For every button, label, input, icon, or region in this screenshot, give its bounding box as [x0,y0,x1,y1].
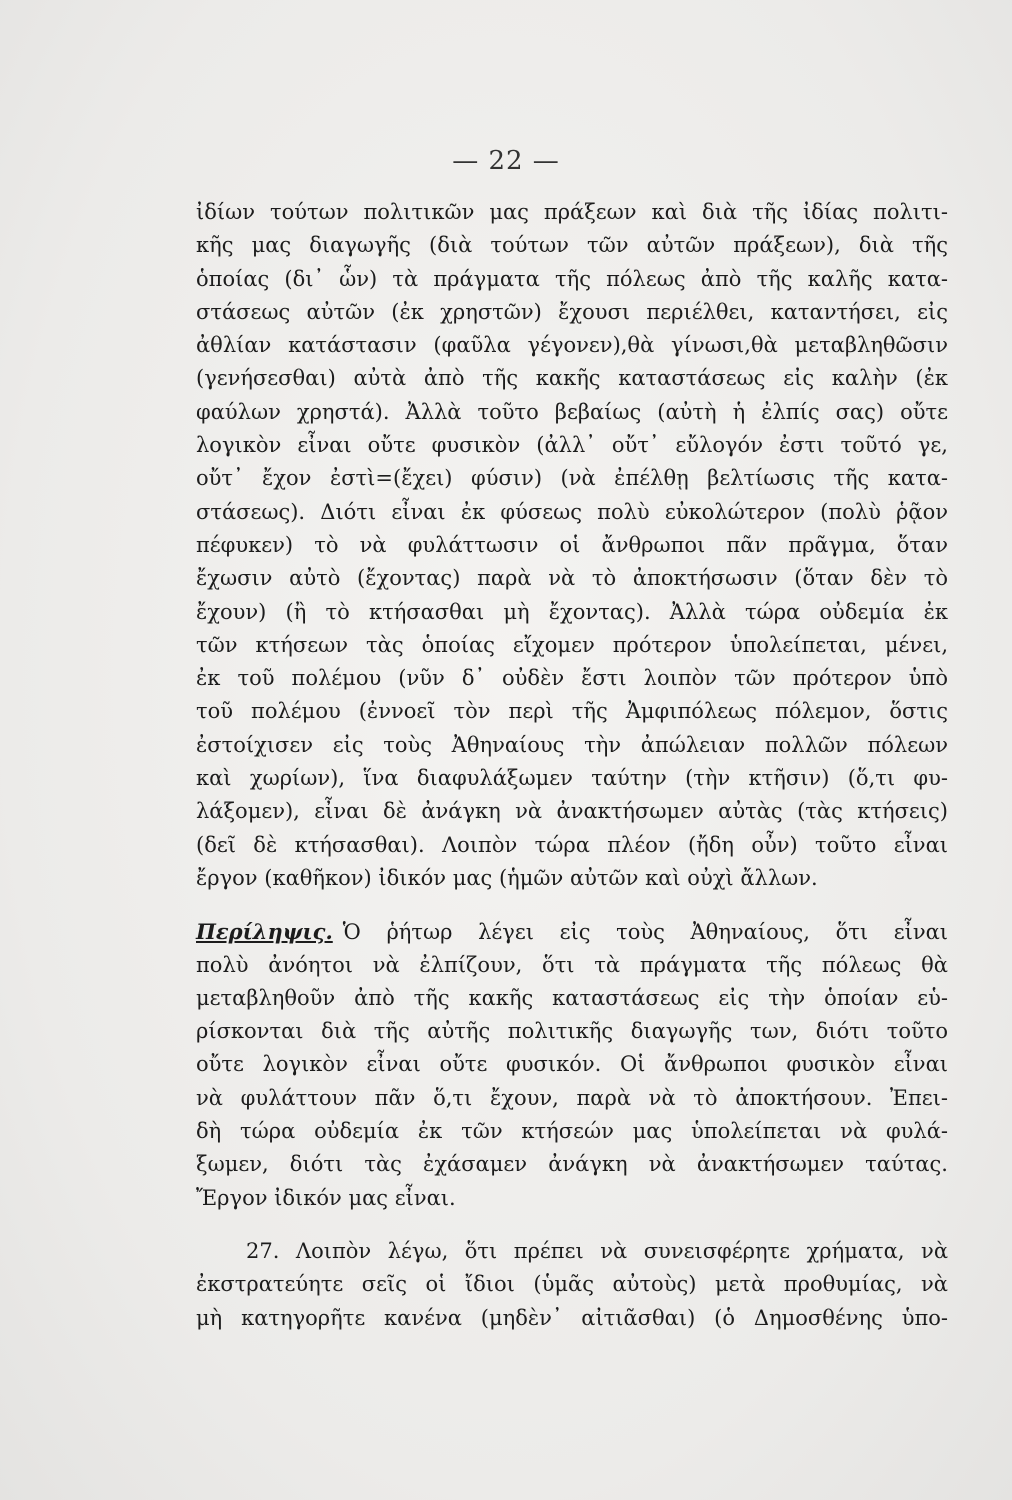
text-line: 27. Λοιπὸν λέγω, ὅτι πρέπει νὰ συνεισφέρητε χρήματα, νὰ [246,1238,948,1263]
text-line: ξωμεν, διότι τὰς ἐχάσαμεν ἀνάγκη νὰ ἀνακτήσωμεν ταύτας. [196,1152,948,1177]
text-line: ἐκστρατεύητε σεῖς οἱ ἴδιοι (ὑμᾶς αὐτοὺς) μετὰ προθυμίας, νὰ [196,1272,948,1297]
summary-first-line [196,915,948,948]
text-line: οὔτε λογικὸν εἶναι οὔτε φυσικόν. Οἱ ἄνθρωποι φυσικὸν εἶναι [196,1052,948,1077]
text-line: πολὺ ἀνόητοι νὰ ἐλπίζουν, ὅτι τὰ πράγματα τῆς πόλεως θὰ [196,952,948,977]
text-line: (δεῖ δὲ κτήσασθαι). Λοιπὸν τώρα πλέον (ἤδη οὖν) τοῦτο εἶναι [196,832,948,857]
text-line: ἐκ τοῦ πολέμου (νῦν δ᾽ οὐδὲν ἔστι λοιπὸν τῶν πρότερον ὑπὸ [196,666,948,691]
text-line: ἐστοίχισεν εἰς τοὺς Ἀθηναίους τὴν ἀπώλειαν πολλῶν πόλεων [196,732,948,757]
text-line: κῆς μας διαγωγῆς (διὰ τούτων τῶν αὐτῶν πράξεων), διὰ τῆς [196,233,948,258]
text-line: Ἔργον ἰδικόν μας εἶναι. [196,1185,456,1210]
text-line: (γενήσεσθαι) αὐτὰ ἀπὸ τῆς κακῆς καταστάσεως εἰς καλὴν (ἐκ [196,366,948,391]
text-line: ἰδίων τούτων πολιτικῶν μας πράξεων καὶ διὰ τῆς ἰδίας πολιτι- [196,200,948,224]
text-line: ἔχωσιν αὐτὸ (ἔχοντας) παρὰ νὰ τὸ ἀποκτήσωσιν (ὅταν δὲν τὸ [196,566,948,591]
text-line: λάξομεν), εἶναι δὲ ἀνάγκη νὰ ἀνακτήσωμεν αὐτὰς (τὰς κτήσεις) [196,799,948,824]
text-line: ἀθλίαν κατάστασιν (φαῦλα γέγονεν),θὰ γίνωσι,θὰ μεταβληθῶσιν [196,333,948,358]
paragraph-gap [196,1215,948,1235]
text-line: λογικὸν εἶναι οὔτε φυσικὸν (ἀλλ᾽ οὔτ᾽ εὔλογόν ἐστι τοῦτό γε, [196,433,948,458]
text-line: ἔχουν) (ἢ τὸ κτήσασθαι μὴ ἔχοντας). Ἀλλὰ τώρα οὐδεμία ἐκ [196,599,948,624]
text-line: στάσεως). Διότι εἶναι ἐκ φύσεως πολὺ εὐκολώτερον (πολὺ ῥᾷον [196,499,948,524]
page-number: — 22 — [452,146,560,176]
text-line: νὰ φυλάττουν πᾶν ὅ,τι ἔχουν, παρὰ νὰ τὸ ἀποκτήσουν. Ἐπει- [196,1085,948,1110]
text-line: φαύλων χρηστά). Ἀλλὰ τοῦτο βεβαίως (αὐτὴ ἡ ἐλπίς σας) οὔτε [196,399,948,424]
text-line: ἔργον (καθῆκον) ἰδικόν μας (ἡμῶν αὐτῶν καὶ οὐχὶ ἄλλων. [196,865,818,890]
text-line: οὔτ᾽ ἔχον ἐστὶ=(ἔχει) φύσιν) (νὰ ἐπέλθῃ βελτίωσις τῆς κατα- [196,466,948,491]
paragraph-gap [196,895,948,915]
text-line: μὴ κατηγορῆτε κανένα (μηδὲν᾽ αἰτιᾶσθαι) (ὁ Δημοσθένης ὑπο- [196,1305,948,1330]
text-line: δὴ τώρα οὐδεμία ἐκ τῶν κτήσεών μας ὑπολείπεται νὰ φυλά- [196,1119,948,1144]
summary-first-line-text: Ὁ ῥήτωρ λέγει εἰς τοὺς Ἀθηναίους, ὅτι εἶναι [342,920,948,945]
text-line: ὁποίας (δι᾽ ὧν) τὰ πράγματα τῆς πόλεως ἀπὸ τῆς καλῆς κατα- [196,266,948,291]
body-text [196,196,948,1335]
text-line: τοῦ πολέμου (ἐννοεῖ τὸν περὶ τῆς Ἀμφιπόλεως πόλεμον, ὅστις [196,699,948,724]
paragraph-27 [196,1235,948,1335]
text-line: πέφυκεν) τὸ νὰ φυλάττωσιν οἱ ἄνθρωποι πᾶν πρᾶγμα, ὅταν [196,532,948,557]
paragraph-1 [196,196,948,895]
text-line: τῶν κτήσεων τὰς ὁποίας εἴχομεν πρότερον ὑπολείπεται, μένει, [196,632,948,657]
text-line: μεταβληθοῦν ἀπὸ τῆς κακῆς καταστάσεως εἰς τὴν ὁποίαν εὑ- [196,985,948,1010]
summary-heading: Περίληψις. [196,919,333,945]
text-line: καὶ χωρίων), ἵνα διαφυλάξωμεν ταύτην (τὴν κτῆσιν) (ὅ,τι φυ- [196,766,948,791]
text-line: ρίσκονται διὰ τῆς αὐτῆς πολιτικῆς διαγωγῆς των, διότι τοῦτο [196,1019,948,1044]
text-line: στάσεως αὐτῶν (ἐκ χρηστῶν) ἔχουσι περιέλθει, καταντήσει, εἰς [196,299,948,324]
summary-paragraph [196,915,948,1215]
